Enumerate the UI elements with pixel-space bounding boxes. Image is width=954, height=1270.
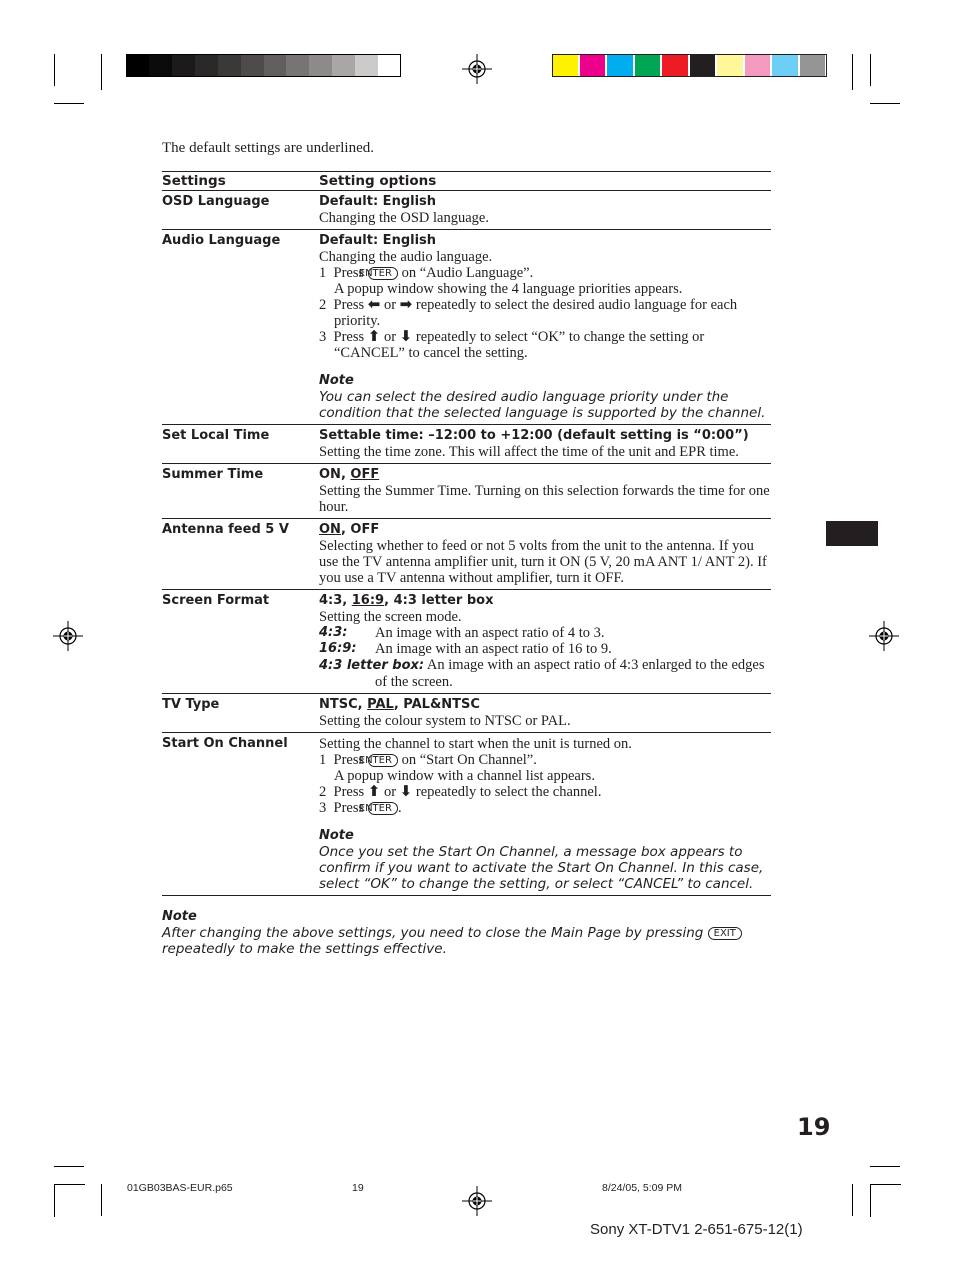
step-number: 1: [319, 752, 327, 768]
setting-description: Setting the screen mode.: [319, 609, 462, 625]
step-text: repeatedly to select the desired audio language for each priority.: [334, 297, 738, 329]
setting-options: [319, 519, 771, 590]
enter-button-icon: ENTER: [368, 802, 398, 815]
footer-filename: 01GB03BAS-EUR.p65: [127, 1182, 233, 1194]
separator: ,: [393, 697, 404, 712]
step-text: repeatedly to select “OK” to change the setting or “CANCEL” to cancel the setting.: [334, 329, 705, 361]
crop-mark: [54, 103, 84, 104]
note-title: Note: [319, 828, 354, 843]
section-thumb-tab: [826, 521, 878, 546]
setting-name: Set Local Time: [162, 428, 270, 443]
setting-options: [319, 191, 771, 230]
step-item: [319, 784, 771, 800]
option-values: Settable time: –12:00 to +12:00 (default setting is “0:00”): [319, 428, 749, 443]
setting-options: [319, 425, 771, 464]
crop-corner: [870, 54, 901, 86]
setting-options: [319, 590, 771, 694]
intro-text: The default settings are underlined.: [162, 140, 375, 156]
header-setting-options: Setting options: [319, 173, 437, 189]
default-option: Default: English: [319, 194, 437, 209]
term-label: 4:3 letter box:: [319, 658, 425, 673]
term-label: 4:3:: [319, 625, 348, 640]
step-number: 3: [319, 800, 327, 816]
setting-options: [319, 694, 771, 733]
term-desc: An image with an aspect ratio of 4:3 enlarged to the edges of the screen.: [375, 657, 765, 690]
table-row: [162, 464, 771, 519]
crop-mark: [101, 1184, 102, 1216]
option-4-3: 4:3: [319, 593, 343, 608]
step-text: on “Audio Language”.: [401, 265, 534, 281]
setting-name: OSD Language: [162, 194, 270, 209]
term-item: [319, 657, 771, 690]
term-label: 16:9:: [319, 641, 357, 656]
header-settings: Settings: [162, 173, 226, 189]
step-item: [319, 297, 771, 329]
setting-description: Changing the OSD language.: [319, 210, 489, 226]
note-text: Once you set the Start On Channel, a message box appears to confirm if you want to activate the Start On Channel. In this case, select “OK” to change the setting, or select “CANCEL” to cancel.: [319, 844, 764, 892]
option-values: [319, 467, 771, 483]
up-arrow-icon: ⬆: [367, 327, 381, 345]
crop-mark: [101, 54, 102, 90]
step-text: or: [383, 329, 397, 345]
option-values: [319, 522, 771, 538]
crop-mark: [870, 103, 900, 104]
registration-mark-icon: [462, 1186, 492, 1216]
separator: ,: [340, 522, 351, 537]
bottom-note: [162, 909, 782, 957]
setting-description: Setting the colour system to NTSC or PAL.: [319, 713, 571, 729]
note-text: [162, 925, 782, 957]
step-number: 3: [319, 329, 327, 345]
step-item: [319, 329, 771, 361]
option-ntsc: NTSC: [319, 697, 358, 712]
setting-description: Selecting whether to feed or not 5 volts from the unit to the antenna. If you use the TV antenna amplifier unit, turn it ON (5 V, 20 mA ANT 1/ ANT 2). If you use a TV antenna without amplifier, turn it OFF.: [319, 538, 767, 586]
footer-page: 19: [352, 1182, 364, 1194]
up-arrow-icon: ⬆: [367, 782, 381, 800]
separator: ,: [342, 593, 352, 608]
note-title: Note: [319, 373, 354, 388]
setting-name: TV Type: [162, 697, 220, 712]
table-row: [162, 519, 771, 590]
exit-button-icon: EXIT: [708, 927, 742, 940]
step-item: [319, 265, 771, 281]
step-text: Press: [333, 265, 365, 281]
down-arrow-icon: ⬇: [399, 327, 413, 345]
note-text-part: repeatedly to make the settings effective.: [162, 941, 447, 957]
down-arrow-icon: ⬇: [399, 782, 413, 800]
color-bar-frame: [552, 54, 827, 77]
setting-name: Start On Channel: [162, 736, 288, 751]
gray-bar-frame: [126, 54, 401, 77]
separator: ,: [357, 697, 368, 712]
setting-options: [319, 733, 771, 896]
table-header-row: [162, 172, 771, 191]
table-row: [162, 590, 771, 694]
settings-table: [162, 171, 771, 896]
option-on-default: ON: [319, 522, 341, 537]
term-item: [319, 625, 771, 641]
option-pal-ntsc: PAL&NTSC: [403, 697, 480, 712]
option-pal-default: PAL: [367, 697, 394, 712]
option-off: OFF: [350, 522, 380, 537]
crop-mark: [852, 1184, 853, 1216]
registration-mark-icon: [869, 621, 899, 651]
step-text: repeatedly to select the channel.: [415, 784, 602, 800]
registration-mark-icon: [53, 621, 83, 651]
setting-name: Summer Time: [162, 467, 264, 482]
note-text-part: After changing the above settings, you need to close the Main Page by pressing: [162, 925, 704, 941]
option-16-9-default: 16:9: [351, 593, 385, 608]
setting-description: Setting the Summer Time. Turning on this selection forwards the time for one hour.: [319, 483, 770, 515]
step-text: or: [383, 297, 397, 313]
footer-date: 8/24/05, 5:09 PM: [602, 1182, 682, 1194]
step-text: Press: [333, 329, 365, 345]
setting-description: Setting the channel to start when the unit is turned on.: [319, 736, 632, 752]
step-text: Press: [333, 752, 365, 768]
step-text: Press: [333, 297, 365, 313]
model-number: Sony XT-DTV1 2-651-675-12(1): [590, 1221, 803, 1238]
term-item: [319, 641, 771, 657]
term-desc: An image with an aspect ratio of 16 to 9.: [375, 641, 612, 657]
table-row: [162, 425, 771, 464]
setting-options: [319, 464, 771, 519]
crop-mark: [870, 1166, 900, 1167]
step-number: 2: [319, 784, 327, 800]
crop-corner: [54, 54, 85, 86]
option-values: [319, 593, 771, 609]
setting-options: [319, 230, 771, 425]
setting-name: Screen Format: [162, 593, 270, 608]
crop-mark: [852, 54, 853, 90]
step-text: Press: [333, 784, 365, 800]
option-letter-box: 4:3 letter box: [393, 593, 494, 608]
table-row: [162, 694, 771, 733]
step-subtext: A popup window with a channel list appears.: [334, 768, 595, 784]
separator: ,: [384, 593, 394, 608]
step-number: 1: [319, 265, 327, 281]
setting-description: Changing the audio language.: [319, 249, 493, 265]
table-row: [162, 191, 771, 230]
crop-corner: [54, 1184, 85, 1217]
term-desc: An image with an aspect ratio of 4 to 3.: [375, 625, 605, 641]
left-arrow-icon: ⬅: [367, 295, 381, 313]
step-text: Press: [333, 800, 365, 816]
option-values: [319, 697, 771, 713]
note-title: Note: [162, 909, 197, 924]
option-on: ON: [319, 467, 341, 482]
table-row: [162, 230, 771, 425]
step-text: on “Start On Channel”.: [401, 752, 537, 768]
registration-mark-icon: [462, 54, 492, 84]
separator: ,: [340, 467, 351, 482]
page-number: 19: [797, 1113, 831, 1141]
note-text: You can select the desired audio language priority under the condition that the selected language is supported by the channel.: [319, 389, 766, 421]
step-number: 2: [319, 297, 327, 313]
step-text: .: [397, 800, 402, 816]
setting-name: Antenna feed 5 V: [162, 522, 289, 537]
crop-corner: [870, 1184, 901, 1217]
step-item: [319, 752, 771, 768]
step-item: [319, 800, 771, 816]
setting-description: Setting the time zone. This will affect the time of the unit and EPR time.: [319, 444, 739, 460]
option-off-default: OFF: [350, 467, 380, 482]
enter-button-icon: ENTER: [368, 267, 398, 280]
crop-mark: [54, 1166, 84, 1167]
enter-button-icon: ENTER: [368, 754, 398, 767]
step-text: or: [383, 784, 397, 800]
right-arrow-icon: ➡: [399, 295, 413, 313]
default-option: Default: English: [319, 233, 437, 248]
setting-name: Audio Language: [162, 233, 281, 248]
step-subtext: A popup window showing the 4 language priorities appears.: [334, 281, 683, 297]
table-row: [162, 733, 771, 896]
